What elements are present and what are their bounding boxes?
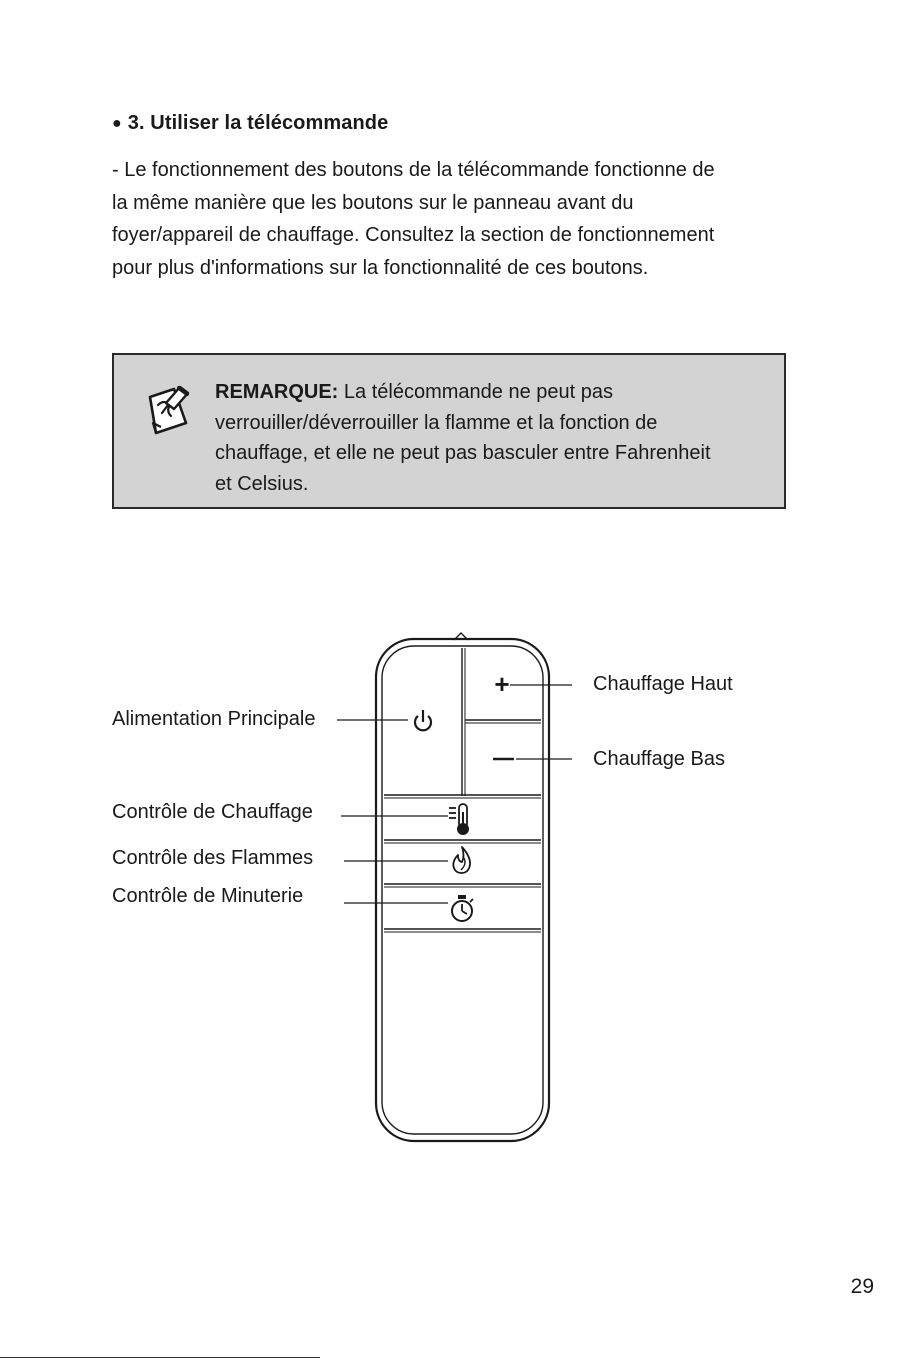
callout-heat-control: Contrôle de Chauffage bbox=[112, 801, 313, 823]
plus-symbol: + bbox=[494, 669, 510, 699]
bottom-rule bbox=[0, 1357, 320, 1358]
note-text bbox=[215, 377, 711, 499]
bullet: ● bbox=[112, 115, 122, 132]
callout-main-power: Alimentation Principale bbox=[112, 708, 316, 730]
note-line: et Celsius. bbox=[215, 472, 309, 495]
note-line-rest: La télécommande ne peut pas bbox=[338, 381, 613, 403]
paragraph-line: pour plus d'informations sur la fonctionnalité de ces boutons. bbox=[112, 256, 649, 279]
intro-paragraph bbox=[112, 154, 802, 284]
callout-heat-down: Chauffage Bas bbox=[593, 748, 725, 770]
page-number: 29 bbox=[850, 1275, 874, 1298]
callout-timer-control: Contrôle de Minuterie bbox=[112, 885, 304, 907]
paragraph-line: foyer/appareil de chauffage. Consultez la section de fonctionnement bbox=[112, 224, 715, 246]
remote-diagram bbox=[0, 620, 914, 1160]
heat-up-button[interactable] bbox=[494, 669, 509, 699]
note-box bbox=[112, 353, 786, 509]
note-line: verrouiller/déverrouiller la flamme et la fonction de bbox=[215, 411, 658, 434]
note-pin-icon bbox=[144, 383, 196, 439]
section-title: 3. Utiliser la télécommande bbox=[127, 112, 389, 134]
note-label: REMARQUE: bbox=[215, 381, 339, 403]
note-line bbox=[215, 377, 711, 408]
note-line: chauffage, et elle ne peut pas basculer entre Fahrenheit bbox=[215, 442, 711, 464]
paragraph-line: la même manière que les boutons sur le panneau avant du bbox=[112, 191, 634, 214]
section-heading bbox=[112, 112, 388, 135]
paragraph-line: - Le fonctionnement des boutons de la télécommande fonctionne de bbox=[112, 159, 715, 181]
callout-flame-control: Contrôle des Flammes bbox=[112, 847, 314, 869]
callout-heat-up: Chauffage Haut bbox=[593, 673, 733, 695]
